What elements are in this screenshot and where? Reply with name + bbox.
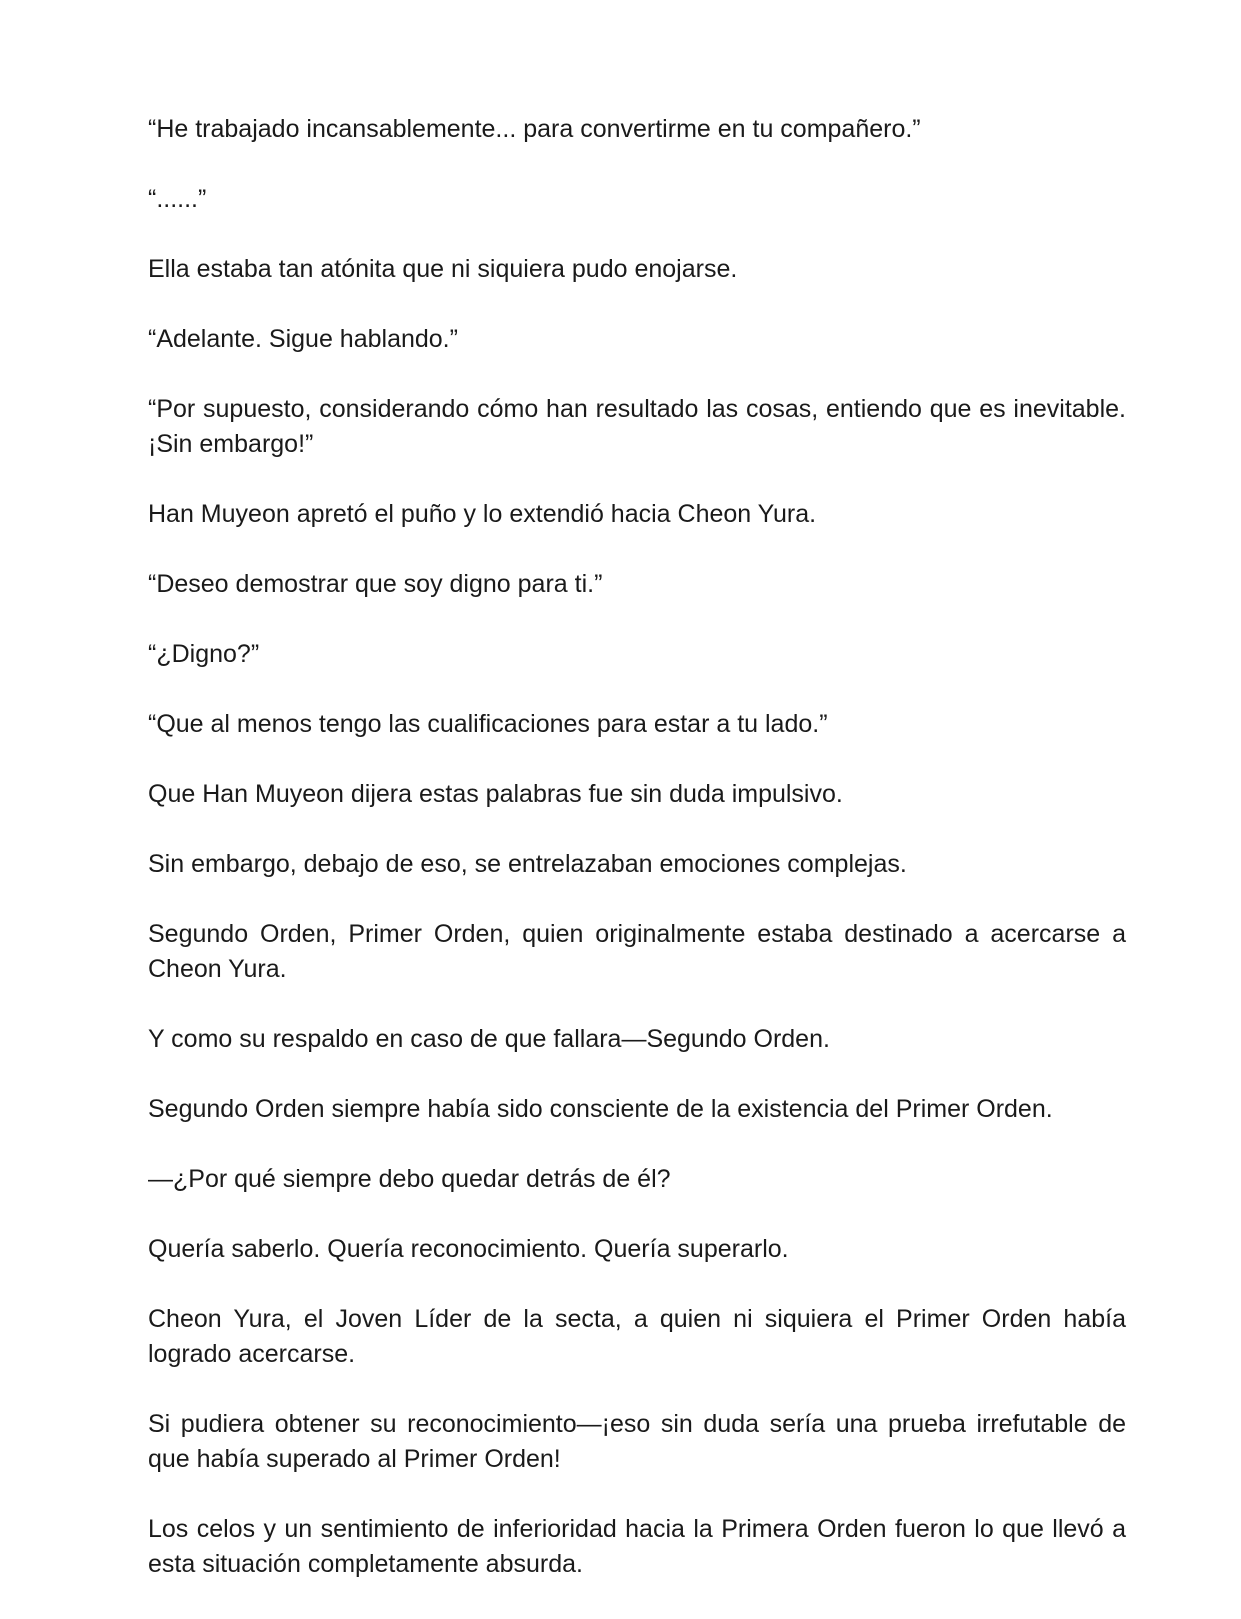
paragraph: Los celos y un sentimiento de inferioridad hacia la Primera Orden fueron lo que llevó a esta situación completamente absurda. [148,1515,1126,1578]
paragraph: Han Muyeon apretó el puño y lo extendió hacia Cheon Yura. [148,500,817,528]
paragraph: “Por supuesto, considerando cómo han resultado las cosas, entiendo que es inevitable. ¡Sin embargo!” [148,395,1126,458]
paragraph: Segundo Orden siempre había sido consciente de la existencia del Primer Orden. [148,1095,1053,1123]
paragraph: Si pudiera obtener su reconocimiento—¡eso sin duda sería una prueba irrefutable de que había superado al Primer Orden! [148,1410,1126,1473]
paragraph: “......” [148,185,207,213]
paragraph: Segundo Orden, Primer Orden, quien originalmente estaba destinado a acercarse a Cheon Yura. [148,920,1126,983]
paragraph: “Deseo demostrar que soy digno para ti.” [148,570,603,598]
paragraph: “He trabajado incansablemente... para convertirme en tu compañero.” [148,115,921,143]
paragraph: “Que al menos tengo las cualificaciones para estar a tu lado.” [148,710,828,738]
paragraph: Quería saberlo. Quería reconocimiento. Quería superarlo. [148,1235,789,1263]
paragraph: —¿Por qué siempre debo quedar detrás de él? [148,1165,671,1193]
paragraph: “Adelante. Sigue hablando.” [148,325,458,353]
paragraph: Que Han Muyeon dijera estas palabras fue sin duda impulsivo. [148,780,843,808]
paragraph: Sin embargo, debajo de eso, se entrelazaban emociones complejas. [148,850,907,878]
paragraph: Cheon Yura, el Joven Líder de la secta, a quien ni siquiera el Primer Orden había logrado acercarse. [148,1305,1126,1368]
document-body [148,112,1126,1617]
paragraph: Ella estaba tan atónita que ni siquiera pudo enojarse. [148,255,738,283]
paragraph: “¿Digno?” [148,640,260,668]
paragraph: Y como su respaldo en caso de que fallara—Segundo Orden. [148,1025,830,1053]
